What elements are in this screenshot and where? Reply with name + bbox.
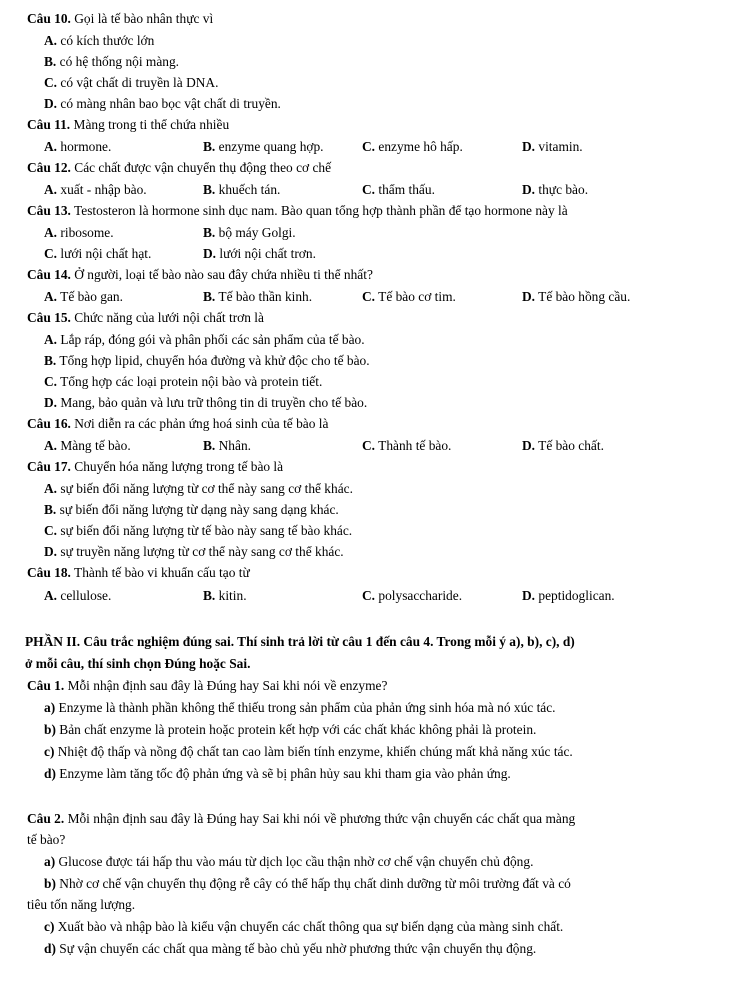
option-17b xyxy=(44,502,339,518)
option-14a xyxy=(44,289,123,305)
option-text: lưới nội chất trơn. xyxy=(219,246,316,261)
p2-q2-item-b xyxy=(44,876,571,892)
option-key: B. xyxy=(203,182,216,197)
option-text: lưới nội chất hạt. xyxy=(60,246,152,261)
item-text: Nhờ cơ chế vận chuyển thụ động rễ cây có thể hấp thụ chất dinh dưỡng từ môi trường đất và có xyxy=(59,876,571,891)
option-key: C. xyxy=(362,289,376,304)
option-key: A. xyxy=(44,289,58,304)
question-text: Mỗi nhận định sau đây là Đúng hay Sai khi nói về enzyme? xyxy=(67,678,388,693)
p2-q2-item-d xyxy=(44,941,536,957)
question-16 xyxy=(27,416,328,432)
option-17d xyxy=(44,544,344,560)
option-key: A. xyxy=(44,438,58,453)
question-text: Chức năng của lưới nội chất trơn là xyxy=(74,310,264,325)
option-10b xyxy=(44,54,179,70)
option-14b xyxy=(203,289,312,305)
option-key: D. xyxy=(203,246,217,261)
item-text: Xuất bào và nhập bào là kiểu vận chuyển các chất thông qua sự biến dạng của màng sinh chất. xyxy=(57,919,564,934)
question-text: Chuyển hóa năng lượng trong tế bào là xyxy=(74,459,284,474)
option-text: sự truyền năng lượng từ cơ thể này sang cơ thể khác. xyxy=(60,544,344,559)
option-13d xyxy=(203,246,316,262)
option-key: B. xyxy=(203,289,216,304)
question-13 xyxy=(27,203,568,219)
option-17c xyxy=(44,523,352,539)
question-10 xyxy=(27,11,213,27)
option-key: A. xyxy=(44,182,58,197)
question-18 xyxy=(27,565,250,581)
option-12b xyxy=(203,182,280,198)
option-text: sự biến đổi năng lượng từ cơ thể này sang cơ thể khác. xyxy=(60,481,353,496)
option-text: Tế bào gan. xyxy=(60,289,123,304)
option-15c xyxy=(44,374,322,390)
question-number: Câu 17. xyxy=(27,459,71,474)
option-text: Mang, bảo quản và lưu trữ thông tin di truyền cho tế bào. xyxy=(60,395,368,410)
option-17a xyxy=(44,481,353,497)
option-key: A. xyxy=(44,332,58,347)
option-16c xyxy=(362,438,451,454)
option-key: D. xyxy=(522,588,536,603)
option-text: có vật chất di truyền là DNA. xyxy=(60,75,219,90)
option-key: B. xyxy=(44,54,57,69)
option-text: Màng tế bào. xyxy=(60,438,131,453)
question-number: Câu 18. xyxy=(27,565,71,580)
option-text: ribosome. xyxy=(60,225,114,240)
item-text: Enzyme làm tăng tốc độ phản ứng và sẽ bị phân hủy sau khi tham gia vào phản ứng. xyxy=(59,766,511,781)
question-text: Testosteron là hormone sinh dục nam. Bào quan tổng hợp thành phần để tạo hormone này là xyxy=(74,203,568,218)
option-text: hormone. xyxy=(60,139,112,154)
option-text: Thành tế bào. xyxy=(378,438,452,453)
option-key: D. xyxy=(522,182,536,197)
option-text: vitamin. xyxy=(538,139,583,154)
option-11b xyxy=(203,139,324,155)
question-number: Câu 11. xyxy=(27,117,71,132)
option-15b xyxy=(44,353,370,369)
option-18a xyxy=(44,588,111,604)
option-text: polysaccharide. xyxy=(378,588,463,603)
option-15a xyxy=(44,332,365,348)
item-text: Bản chất enzyme là protein hoặc protein kết hợp với các chất khác không phải là protein. xyxy=(59,722,537,737)
item-key: c) xyxy=(44,919,55,934)
option-text: Tế bào chất. xyxy=(538,438,604,453)
item-key: d) xyxy=(44,941,56,956)
question-number: Câu 16. xyxy=(27,416,71,431)
item-key: b) xyxy=(44,876,56,891)
question-text: Mỗi nhận định sau đây là Đúng hay Sai khi nói về phương thức vận chuyển các chất qua màng xyxy=(67,811,576,826)
item-text: Glucose được tái hấp thu vào máu từ dịch lọc cầu thận nhờ cơ chế vận chuyển chủ động. xyxy=(58,854,534,869)
option-key: D. xyxy=(44,395,58,410)
option-key: C. xyxy=(44,75,58,90)
option-text: bộ máy Golgi. xyxy=(218,225,296,240)
option-text: có kích thước lớn xyxy=(60,33,155,48)
option-key: D. xyxy=(522,438,536,453)
question-number: Câu 13. xyxy=(27,203,71,218)
option-13a xyxy=(44,225,114,241)
option-13b xyxy=(203,225,296,241)
option-text: cellulose. xyxy=(60,588,112,603)
question-number: Câu 14. xyxy=(27,267,71,282)
option-14d xyxy=(522,289,630,305)
option-key: B. xyxy=(44,502,57,517)
option-12d xyxy=(522,182,588,198)
option-11c xyxy=(362,139,463,155)
option-16a xyxy=(44,438,131,454)
question-text: Ở người, loại tế bào nào sau đây chứa nhiều ti thể nhất? xyxy=(74,267,373,282)
part2-heading-line2: ở mỗi câu, thí sinh chọn Đúng hoặc Sai. xyxy=(25,656,251,671)
question-text: Gọi là tế bào nhân thực vì xyxy=(74,11,214,26)
option-text: enzyme quang hợp. xyxy=(218,139,324,154)
option-key: B. xyxy=(203,139,216,154)
p2-q2-item-c xyxy=(44,919,563,935)
option-key: C. xyxy=(362,139,376,154)
option-key: A. xyxy=(44,33,58,48)
option-text: có màng nhân bao bọc vật chất di truyền. xyxy=(60,96,281,111)
question-text: Nơi diễn ra các phản ứng hoá sinh của tế bào là xyxy=(74,416,329,431)
p2-q2-item-b-cont: tiêu tốn năng lượng. xyxy=(27,897,136,912)
question-number: Câu 2. xyxy=(27,811,65,826)
option-text: Tổng hợp lipid, chuyển hóa đường và khử độc cho tế bào. xyxy=(59,353,370,368)
question-14 xyxy=(27,267,373,283)
item-key: a) xyxy=(44,700,56,715)
option-key: C. xyxy=(44,374,58,389)
option-15d xyxy=(44,395,367,411)
option-text: thẩm thấu. xyxy=(378,182,435,197)
option-text: sự biến đổi năng lượng từ dạng này sang dạng khác. xyxy=(59,502,339,517)
option-key: B. xyxy=(203,225,216,240)
option-11a xyxy=(44,139,111,155)
option-key: B. xyxy=(44,353,57,368)
option-key: D. xyxy=(522,289,536,304)
option-text: Tổng hợp các loại protein nội bào và protein tiết. xyxy=(60,374,323,389)
question-text: Thành tế bào vi khuẩn cấu tạo từ xyxy=(74,565,250,580)
option-11d xyxy=(522,139,583,155)
question-12 xyxy=(27,160,331,176)
option-text: khuếch tán. xyxy=(218,182,281,197)
option-16b xyxy=(203,438,251,454)
option-key: A. xyxy=(44,481,58,496)
question-text: Các chất được vận chuyển thụ động theo cơ chế xyxy=(74,160,332,175)
p2-q1-item-d xyxy=(44,766,511,782)
question-15 xyxy=(27,310,264,326)
p2-question-2 xyxy=(27,811,575,827)
part2-heading-line1: PHẦN II. Câu trắc nghiệm đúng sai. Thí sinh trả lời từ câu 1 đến câu 4. Trong mỗi ý a), b), c), d) xyxy=(25,634,575,649)
option-text: Nhân. xyxy=(218,438,251,453)
p2-q1-item-c xyxy=(44,744,573,760)
option-text: xuất - nhập bào. xyxy=(60,182,147,197)
option-12c xyxy=(362,182,435,198)
option-key: A. xyxy=(44,588,58,603)
option-key: A. xyxy=(44,225,58,240)
p2-q1-item-b xyxy=(44,722,536,738)
option-key: C. xyxy=(44,523,58,538)
option-10d xyxy=(44,96,281,112)
item-key: c) xyxy=(44,744,55,759)
option-key: C. xyxy=(44,246,58,261)
option-key: A. xyxy=(44,139,58,154)
option-key: B. xyxy=(203,588,216,603)
option-text: sự biến đổi năng lượng từ tế bào này sang tế bào khác. xyxy=(60,523,353,538)
question-number: Câu 1. xyxy=(27,678,65,693)
p2-question-2-cont: tế bào? xyxy=(27,832,66,847)
option-key: C. xyxy=(362,182,376,197)
option-text: Lắp ráp, đóng gói và phân phối các sản phẩm của tế bào. xyxy=(60,332,365,347)
item-key: d) xyxy=(44,766,56,781)
option-text: peptidoglican. xyxy=(538,588,615,603)
question-text: Màng trong ti thể chứa nhiều xyxy=(73,117,230,132)
option-18b xyxy=(203,588,247,604)
option-text: kitin. xyxy=(218,588,247,603)
option-18d xyxy=(522,588,615,604)
question-number: Câu 10. xyxy=(27,11,71,26)
item-key: b) xyxy=(44,722,56,737)
option-key: C. xyxy=(362,588,376,603)
option-18c xyxy=(362,588,462,604)
option-text: enzyme hô hấp. xyxy=(378,139,463,154)
option-10c xyxy=(44,75,218,91)
p2-q2-item-a xyxy=(44,854,533,870)
option-key: D. xyxy=(44,544,58,559)
option-text: có hệ thống nội màng. xyxy=(59,54,180,69)
option-text: Tế bào thần kinh. xyxy=(218,289,313,304)
p2-question-1 xyxy=(27,678,387,694)
p2-q1-item-a xyxy=(44,700,556,716)
item-text: Sự vận chuyển các chất qua màng tế bào chủ yếu nhờ phương thức vận chuyển thụ động. xyxy=(59,941,537,956)
option-key: C. xyxy=(362,438,376,453)
option-text: Tế bào hồng cầu. xyxy=(538,289,631,304)
question-number: Câu 15. xyxy=(27,310,71,325)
option-key: B. xyxy=(203,438,216,453)
question-11 xyxy=(27,117,229,133)
question-17 xyxy=(27,459,283,475)
option-key: D. xyxy=(44,96,58,111)
option-12a xyxy=(44,182,147,198)
option-key: D. xyxy=(522,139,536,154)
option-14c xyxy=(362,289,456,305)
option-text: Tế bào cơ tim. xyxy=(378,289,456,304)
item-text: Enzyme là thành phần không thể thiếu trong sản phẩm của phản ứng sinh hóa mà nó xúc tác. xyxy=(58,700,556,715)
item-key: a) xyxy=(44,854,56,869)
item-text: Nhiệt độ thấp và nồng độ chất tan cao làm biến tính enzyme, khiến chúng mất khả năng xúc tác. xyxy=(57,744,573,759)
option-16d xyxy=(522,438,604,454)
option-text: thực bào. xyxy=(538,182,589,197)
option-13c xyxy=(44,246,151,262)
option-10a xyxy=(44,33,154,49)
question-number: Câu 12. xyxy=(27,160,71,175)
